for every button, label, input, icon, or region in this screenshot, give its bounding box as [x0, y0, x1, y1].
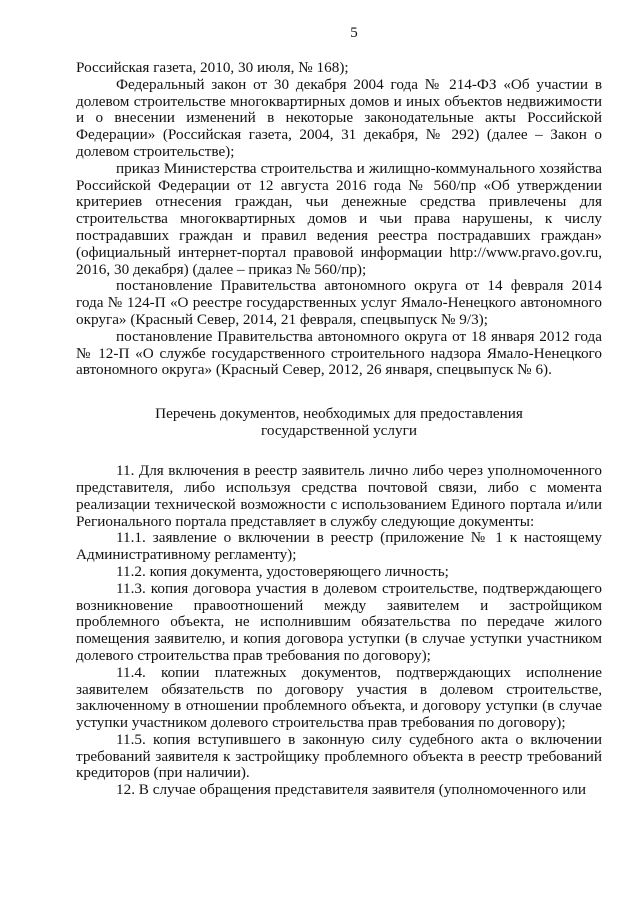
- page-number: 5: [350, 25, 358, 41]
- paragraph: Федеральный закон от 30 декабря 2004 года № 214-ФЗ «Об участии в долевом строительстве многоквартирных домов и иных объектов недвижимости и о внесении изменений в некоторые законодательные акты Российской Федерации» (Российская газета, 2004, 31 декабря, № 292) (далее – Закон о долевом строительстве);: [76, 75, 602, 160]
- section-heading: [76, 405, 602, 439]
- documents-list: [76, 463, 602, 799]
- section-heading-line: Перечень документов, необходимых для предоставления: [155, 405, 523, 423]
- paragraph: Российская газета, 2010, 30 июля, № 168);: [76, 59, 349, 76]
- paragraph: 11.4. копии платежных документов, подтверждающих исполнение заявителем обязательств по договору участия в долевом строительстве, заключенному в отношении проблемного объекта, и договору уступки (в случае уступки участником долевого строительства прав требования по договору);: [76, 663, 602, 732]
- paragraph: постановление Правительства автономного округа от 18 января 2012 года № 12-П «О службе государственного строительного надзора Ямало-Ненецкого автономного округа» (Красный Север, 2012, 26 января, спецвыпуск № 6).: [76, 327, 602, 379]
- paragraph: 11.1. заявление о включении в реестр (приложение № 1 к настоящему Административному регламенту);: [76, 529, 602, 564]
- paragraph: 12. В случае обращения представителя заявителя (уполномоченного или: [116, 781, 587, 799]
- paragraph: 11.2. копия документа, удостоверяющего личность;: [116, 562, 449, 580]
- paragraph: 11.3. копия договора участия в долевом строительстве, подтверждающего возникновение правоотношений между заявителем и застройщиком проблемного объекта, не исполнившим обязательства по передаче жилого помещения заявителю, и копия договора уступки (в случае уступки участником долевого строительства прав требования по договору);: [76, 579, 602, 664]
- paragraph: приказ Министерства строительства и жилищно-коммунального хозяйства Российской Федерации от 12 августа 2016 года № 560/пр «Об утверждении критериев отнесения граждан, чьи денежные средства привлечены для строительства многоквартирных домов и чьи права нарушены, к числу пострадавших граждан и правил ведения реестра пострадавших граждан» (официальный интернет-портал правовой информации http://www.pravo.gov.ru, 2016, 30 декабря) (далее – приказ № 560/пр);: [76, 159, 602, 278]
- paragraph: постановление Правительства автономного округа от 14 февраля 2014 года № 124-П «О реестре государственных услуг Ямало-Ненецкого автономного округа» (Красный Север, 2014, 21 февраля, спецвыпуск № 9/3);: [76, 277, 602, 328]
- paragraph: 11.5. копия вступившего в законную силу судебного акта о включении требований заявителя к застройщику проблемного объекта в реестр требований кредиторов (при наличии).: [76, 730, 602, 782]
- legal-basis-list: [76, 60, 602, 379]
- paragraph: 11. Для включения в реестр заявитель лично либо через уполномоченного представителя, либо используя средства почтовой связи, либо с момента реализации технической возможности с использованием Единого портала и/или Регионального портала представляет в службу следующие документы:: [76, 462, 602, 530]
- section-heading-line: государственной услуги: [261, 422, 417, 440]
